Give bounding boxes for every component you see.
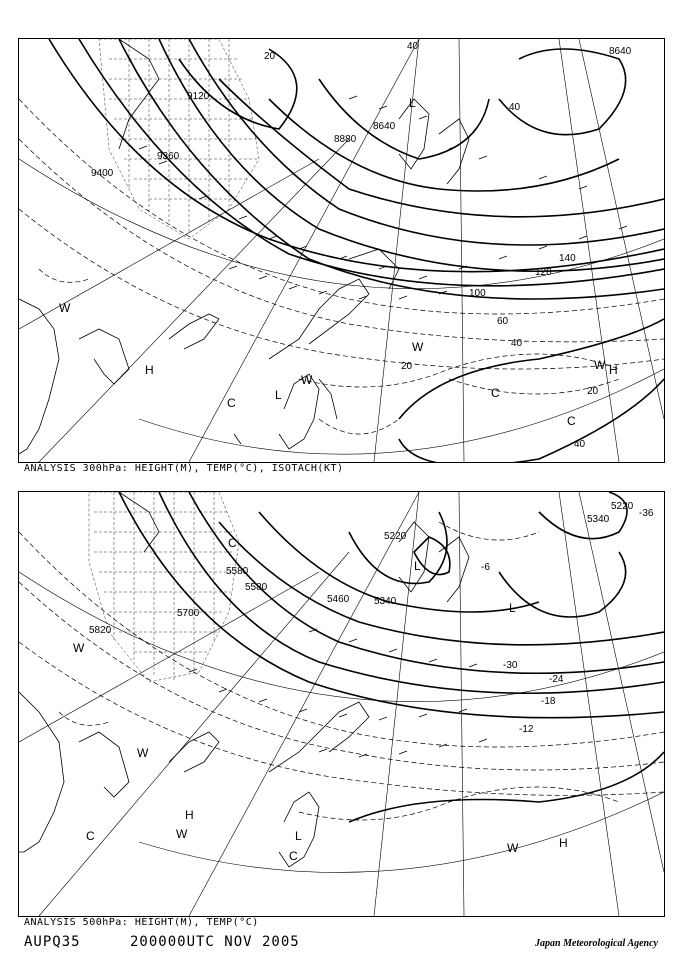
cold-marker: C	[227, 396, 236, 410]
warm-marker: W	[594, 358, 606, 372]
low-marker: L	[295, 829, 302, 843]
warm-marker: W	[412, 340, 424, 354]
map-500hpa	[18, 491, 665, 917]
height-label: 5580	[226, 566, 249, 577]
height-label: 8880	[334, 134, 357, 145]
caption-300hpa: ANALYSIS 300hPa: HEIGHT(M), TEMP(°C), ISOTACH(KT)	[24, 463, 344, 474]
high-marker: H	[185, 808, 194, 822]
height-label: 5820	[89, 625, 112, 636]
height-label: 5340	[587, 514, 610, 525]
height-label: 9120	[187, 91, 210, 102]
warm-marker: W	[301, 373, 313, 387]
cold-marker: C	[289, 849, 298, 863]
map-300hpa-canvas	[19, 39, 664, 462]
temperature-labels	[481, 508, 654, 735]
temp-label: -18	[541, 696, 556, 707]
height-label: 8640	[373, 121, 396, 132]
isotach-labels	[264, 41, 599, 450]
agency-name: Japan Meteorological Agency	[535, 938, 658, 949]
high-marker: H	[559, 836, 568, 850]
height-label: 5700	[177, 608, 200, 619]
height-label: 5460	[327, 594, 350, 605]
low-marker: L	[509, 601, 516, 615]
isotach-label: 60	[497, 316, 509, 327]
valid-time: 200000UTC NOV 2005	[130, 934, 300, 950]
isotach-label: 40	[511, 338, 523, 349]
warm-marker: W	[507, 841, 519, 855]
temp-label: -24	[549, 674, 564, 685]
high-marker: H	[145, 363, 154, 377]
isotach-label: 100	[469, 288, 486, 299]
isotach-label: 120	[535, 267, 552, 278]
low-marker: L	[409, 96, 416, 110]
graticule	[19, 39, 664, 462]
isotach-label: 140	[559, 253, 576, 264]
high-marker: H	[609, 363, 618, 377]
height-label: 9360	[157, 151, 180, 162]
pressure-markers	[73, 536, 568, 863]
isotach-label: 20	[401, 361, 413, 372]
cold-marker: C	[567, 414, 576, 428]
pressure-markers	[59, 96, 618, 428]
height-label: 5580	[245, 582, 268, 593]
station-plots	[189, 629, 487, 757]
cold-marker: C	[228, 536, 237, 550]
warm-marker: W	[59, 301, 71, 315]
height-label: 5220	[611, 501, 634, 512]
temperature-contours	[19, 522, 664, 820]
cold-marker: C	[86, 829, 95, 843]
temp-label: -36	[639, 508, 654, 519]
isotach-label: 20	[264, 51, 276, 62]
height-label: 8640	[609, 46, 632, 57]
height-label: 5340	[374, 596, 397, 607]
isotach-label: 40	[509, 102, 521, 113]
low-marker: L	[275, 388, 282, 402]
isotach-label: 40	[407, 41, 419, 52]
low-marker: L	[414, 559, 421, 573]
isotach-label: 40	[574, 439, 586, 450]
temp-label: -12	[519, 724, 534, 735]
hatched-region	[89, 492, 239, 682]
caption-500hpa: ANALYSIS 500hPa: HEIGHT(M), TEMP(°C)	[24, 917, 259, 928]
temp-label: -6	[481, 562, 490, 573]
height-label: 9400	[91, 168, 114, 179]
warm-marker: W	[73, 641, 85, 655]
map-500hpa-canvas	[19, 492, 664, 916]
temp-label: -30	[503, 660, 518, 671]
cold-marker: C	[491, 386, 500, 400]
map-300hpa	[18, 38, 665, 463]
warm-marker: W	[137, 746, 149, 760]
coastline	[19, 39, 469, 454]
product-code: AUPQ35	[24, 934, 81, 950]
isotach-label: 20	[587, 386, 599, 397]
height-labels	[89, 501, 634, 636]
height-label: 5220	[384, 531, 407, 542]
warm-marker: W	[176, 827, 188, 841]
